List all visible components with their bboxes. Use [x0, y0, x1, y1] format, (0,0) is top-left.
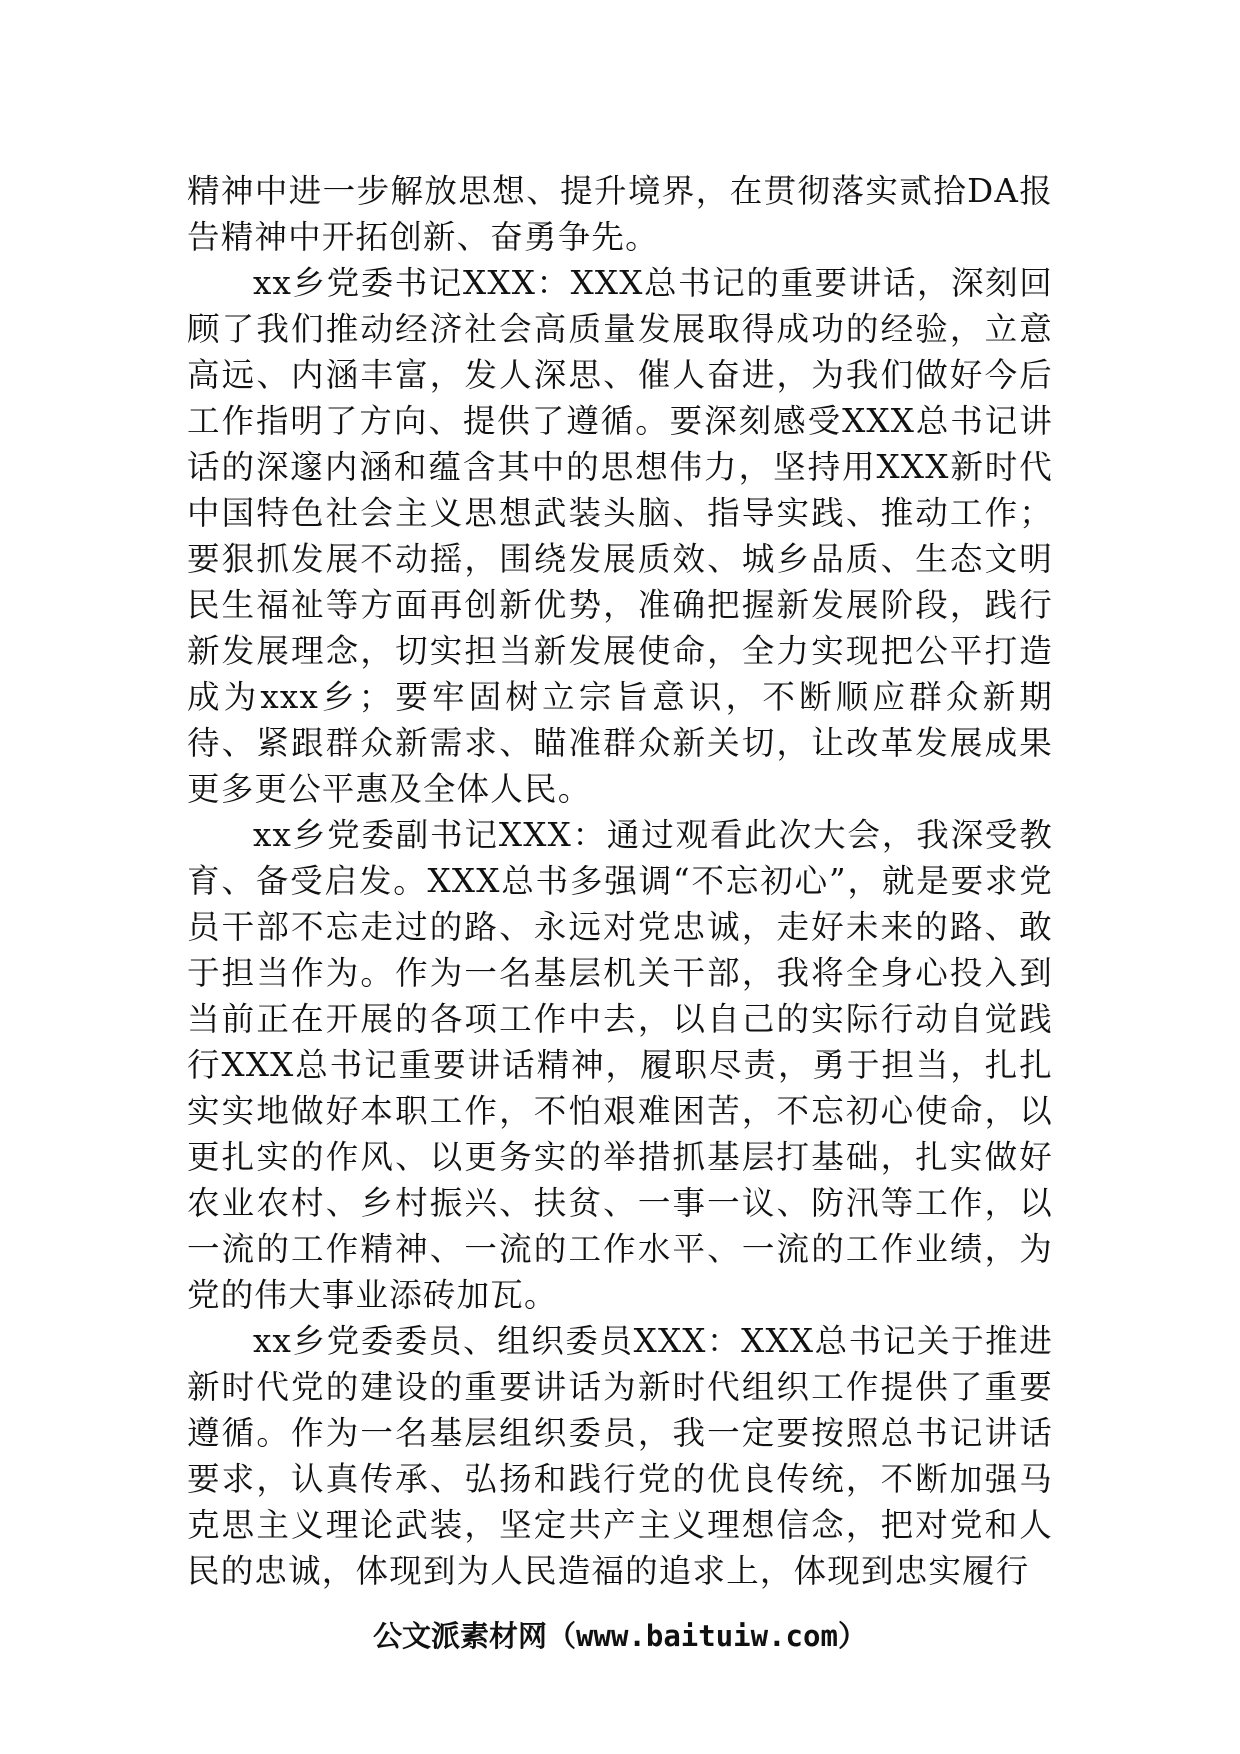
footer-watermark: 公文派素材网（www.baituiw.com）	[373, 1619, 867, 1653]
paragraph-2: xx乡党委书记XXX：XXX总书记的重要讲话，深刻回顾了我们推动经济社会高质量发展取得成功的经验，立意高远、内涵丰富，发人深思、催人奋进，为我们做好今后工作指明了方向、提供了遵循。要深刻感受XXX总书记讲话的深邃内涵和蕴含其中的思想伟力，坚持用XXX新时代中国特色社会主义思想武装头脑、指导实践、推动工作；要狠抓发展不动摇，围绕发展质效、城乡品质、生态文明民生福祉等方面再创新优势，准确把握新发展阶段，践行新发展理念，切实担当新发展使命，全力实现把公平打造成为xxx乡；要牢固树立宗旨意识，不断顺应群众新期待、紧跟群众新需求、瞄准群众新关切，让改革发展成果更多更公平惠及全体人民。	[187, 264, 1053, 808]
paragraph-3: xx乡党委副书记XXX：通过观看此次大会，我深受教育、备受启发。XXX总书多强调“不忘初心”，就是要求党员干部不忘走过的路、永远对党忠诚，走好未来的路、敢于担当作为。作为一名基层机关干部，我将全身心投入到当前正在开展的各项工作中去，以自己的实际行动自觉践行XXX总书记重要讲话精神，履职尽责，勇于担当，扎扎实实地做好本职工作，不怕艰难困苦，不忘初心使命，以更扎实的作风、以更务实的举措抓基层打基础，扎实做好农业农村、乡村振兴、扶贫、一事一议、防汛等工作，以一流的工作精神、一流的工作水平、一流的工作业绩，为党的伟大事业添砖加瓦。	[187, 816, 1053, 1314]
paragraph-1: 精神中进一步解放思想、提升境界，在贯彻落实贰拾DA报告精神中开拓创新、奋勇争先。	[187, 172, 1053, 256]
paragraph-4: xx乡党委委员、组织委员XXX：XXX总书记关于推进新时代党的建设的重要讲话为新时代组织工作提供了重要遵循。作为一名基层组织委员，我一定要按照总书记讲话要求，认真传承、弘扬和践行党的优良传统，不断加强马克思主义理论武装，坚定共产主义理想信念，把对党和人民的忠诚，体现到为人民造福的追求上，体现到忠实履行	[187, 1322, 1053, 1590]
document-body	[187, 168, 1053, 1594]
